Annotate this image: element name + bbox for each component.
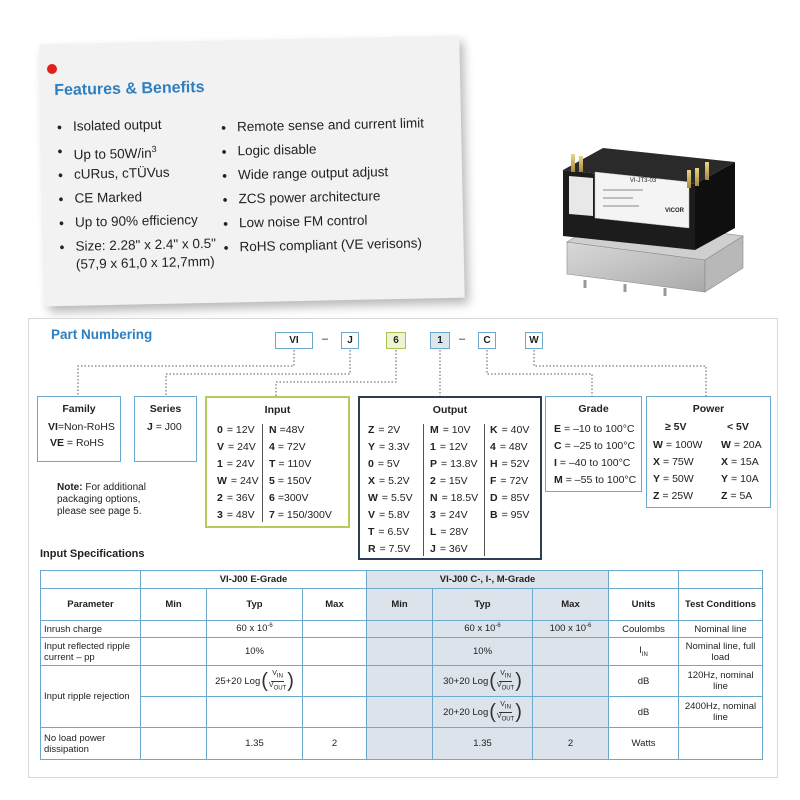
list-item: • Isolated output (57, 115, 214, 142)
code-row: W = 5.5V (368, 492, 413, 504)
col-test: Test Conditions (679, 589, 763, 621)
divider (484, 424, 485, 556)
code-row: Y = 50W (653, 473, 694, 485)
code-row: M = –55 to 100°C (554, 474, 637, 486)
table-row (41, 621, 763, 638)
code-row: Z = 5A (721, 490, 753, 502)
code-row: H = 52V (490, 458, 530, 470)
power-header: < 5V (727, 421, 749, 433)
series-row: J = J00 (147, 421, 182, 433)
col-parameter: Parameter (41, 589, 141, 621)
features-title: Features & Benefits (54, 78, 205, 100)
code-row: X = 15A (721, 456, 759, 468)
table-row (41, 697, 763, 728)
code-row: 2 = 36V (217, 492, 255, 504)
slot-grade: C (478, 332, 496, 349)
code-row: V = 5.8V (368, 509, 410, 521)
code-row: Y = 10A (721, 473, 759, 485)
cell: 100 x $10^{-6}$ (533, 621, 609, 638)
list-item: • cURus, cTÜVus (58, 163, 215, 190)
code-row: X = 75W (653, 456, 694, 468)
cell: Nominal line (679, 621, 763, 638)
col-max: Max (303, 589, 367, 621)
col-min: Min (367, 589, 433, 621)
table-row (41, 638, 763, 666)
grade-box (545, 396, 642, 492)
code-row: Z = 2V (368, 424, 401, 436)
input-box (205, 396, 350, 528)
product-brand: VICOR (665, 208, 685, 214)
cell: $I_{IN}$ (609, 638, 679, 666)
code-row: D = 85V (490, 492, 530, 504)
code-row: T = 6.5V (368, 526, 410, 538)
col-max: Max (533, 589, 609, 621)
code-row: 7 = 150/300V (269, 509, 332, 521)
code-row: T = 110V (269, 458, 312, 470)
code-row: C = –25 to 100°C (554, 440, 636, 452)
power-title: Power (692, 403, 725, 415)
code-row: 3 = 24V (430, 509, 468, 521)
col-typ: Typ (207, 589, 303, 621)
table-row (41, 728, 763, 760)
code-row: B = 95V (490, 509, 530, 521)
code-row: 4 = 48V (490, 441, 528, 453)
cell: 1.35 (433, 728, 533, 760)
cell: dB (609, 697, 679, 728)
family-title: Family (62, 403, 96, 415)
cell: Nominal line, full load (679, 638, 763, 666)
list-item: • Logic disable (221, 138, 424, 166)
series-title: Series (149, 403, 182, 415)
code-row: 1 = 24V (217, 458, 255, 470)
slot-dash: – (322, 333, 329, 345)
part-numbering-title: Part Numbering (51, 327, 153, 342)
grade-title: Grade (578, 403, 609, 415)
family-row: VI=Non-RoHS (48, 421, 115, 433)
power-box (646, 396, 771, 508)
code-row: N =48V (269, 424, 305, 436)
list-item: • Remote sense and current limit (221, 114, 424, 142)
code-row: K = 40V (490, 424, 530, 436)
code-row: P = 13.8V (430, 458, 478, 470)
cell: Inrush charge (41, 621, 141, 638)
input-specs-table (40, 570, 763, 760)
cell: Coulombs (609, 621, 679, 638)
table-header-row (41, 589, 763, 621)
code-row: W = 24V (217, 475, 259, 487)
slot-prefix: VI (275, 332, 313, 349)
cell: 2 (533, 728, 609, 760)
code-row: V = 24V (217, 441, 256, 453)
output-box (358, 396, 542, 560)
cell: 2400Hz, nominal line (679, 697, 763, 728)
code-row: L = 28V (430, 526, 469, 538)
code-row: 3 = 48V (217, 509, 255, 521)
col-units: Units (609, 589, 679, 621)
code-row: F = 72V (490, 475, 529, 487)
code-row: 5 = 150V (269, 475, 312, 487)
cell: Input ripple rejection (41, 666, 141, 728)
code-row: M = 10V (430, 424, 471, 436)
code-row: W = 20A (721, 439, 762, 451)
table-row (41, 666, 763, 697)
cell: 10% (433, 638, 533, 666)
code-row: 0 = 5V (368, 458, 400, 470)
table-row (41, 571, 763, 589)
list-item: • Up to 90% efficiency (59, 211, 216, 238)
slot-series: J (341, 332, 359, 349)
cell: Watts (609, 728, 679, 760)
list-item: • Size: 2.28" x 2.4" x 0.5" (57,9 x 61,0 x 12,7mm) (59, 235, 216, 278)
code-row: Y = 3.3V (368, 441, 410, 453)
code-row: 1 = 12V (430, 441, 468, 453)
list-item: • Low noise FM control (223, 210, 426, 238)
cell: Input reflected ripple current – pp (41, 638, 141, 666)
input-specs-title: Input Specifications (40, 548, 145, 560)
list-item: • ZCS power architecture (222, 186, 425, 214)
list-item: • CE Marked (58, 187, 215, 214)
code-row: 4 = 72V (269, 441, 306, 453)
cell: 120Hz, nominal line (679, 666, 763, 697)
code-row: J = 36V (430, 543, 468, 555)
series-box (134, 396, 197, 462)
family-box (37, 396, 121, 462)
cell: 20+20 Log ( $\frac{V_{IN}}{V_{OUT}}$ ) (433, 697, 533, 728)
cell: 25+20 Log ( $\frac{V_{IN}}{V_{OUT}}$ ) (207, 666, 303, 697)
code-row: X = 5.2V (368, 475, 410, 487)
code-row: 2 = 15V (430, 475, 468, 487)
input-title: Input (264, 404, 291, 416)
code-row: R = 7.5V (368, 543, 411, 555)
cell: dB (609, 666, 679, 697)
group-e-header: VI-J00 E-Grade (141, 571, 367, 589)
list-item: • Up to $50W/in^3$ (57, 139, 214, 166)
group-cim-header: VI-J00 C-, I-, M-Grade (367, 571, 609, 589)
slot-input: 6 (386, 332, 406, 349)
slot-output: 1 (430, 332, 450, 349)
code-row: I = –40 to 100°C (554, 457, 631, 469)
code-row: W = 100W (653, 439, 703, 451)
code-row: 0 = 12V (217, 424, 255, 436)
code-row: 6 =300V (269, 492, 309, 504)
packaging-note: Note: For additional packaging options, please see page 5. (57, 482, 146, 517)
list-item: • Wide range output adjust (222, 162, 425, 190)
list-item: • RoHS compliant (VE verisons) (223, 234, 426, 262)
cell: 10% (207, 638, 303, 666)
divider (423, 424, 424, 556)
slot-power: W (525, 332, 543, 349)
output-title: Output (432, 404, 468, 416)
col-min: Min (141, 589, 207, 621)
code-row: N = 18.5V (430, 492, 479, 504)
divider (262, 424, 263, 522)
power-header: ≥ 5V (665, 421, 687, 433)
cell: 2 (303, 728, 367, 760)
code-row: E = –10 to 100°C (554, 423, 635, 435)
slot-dash: – (459, 333, 466, 345)
product-label: VI-JT3-03 (629, 178, 657, 184)
code-row: Z = 25W (653, 490, 694, 502)
cell: 30+20 Log ( $\frac{V_{IN}}{V_{OUT}}$ ) (433, 666, 533, 697)
col-typ: Typ (433, 589, 533, 621)
cell: No load power dissipation (41, 728, 141, 760)
family-row: VE = RoHS (50, 437, 104, 449)
cell: 60 x $10^{-6}$ (207, 621, 303, 638)
cell: 1.35 (207, 728, 303, 760)
cell: 60 x $10^{-6}$ (433, 621, 533, 638)
